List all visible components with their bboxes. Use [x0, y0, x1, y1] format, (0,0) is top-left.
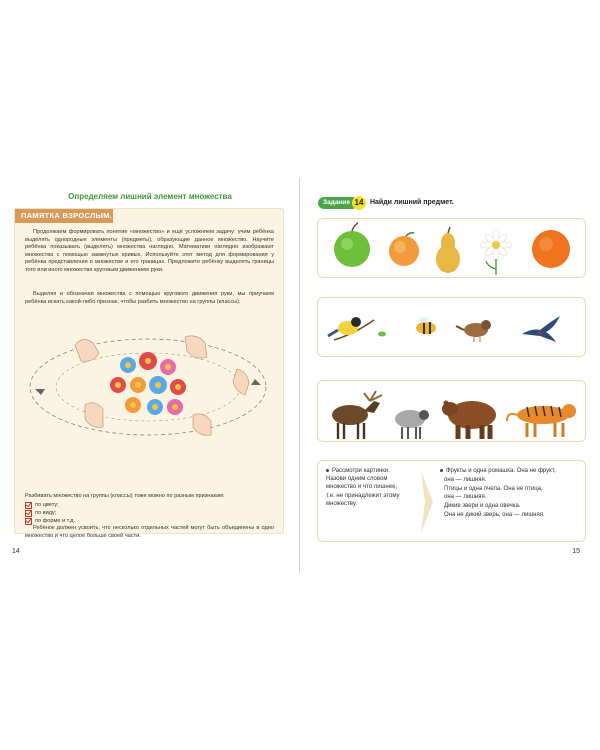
bullet-icon	[440, 469, 443, 472]
task-label: Задание	[318, 197, 354, 209]
memo-paragraph-3: Разбивать множество на группы (классы) тоже можно по разным признакам:	[25, 493, 225, 499]
flower-icon	[167, 399, 183, 415]
bullet-icon	[326, 469, 329, 472]
hands-flowers-illustration	[23, 327, 273, 447]
left-page	[0, 170, 300, 565]
apple-icon	[334, 223, 370, 267]
picture-row-birds	[317, 297, 586, 357]
picture-row-animals	[317, 380, 586, 442]
checkbox-icon	[25, 510, 32, 517]
flower-icon	[160, 359, 176, 375]
criteria-list	[25, 501, 75, 525]
daisy-icon	[480, 229, 512, 275]
apricot-icon	[389, 233, 419, 266]
right-page	[300, 170, 600, 565]
moose-icon	[332, 391, 382, 439]
sparrow-icon	[456, 320, 491, 342]
criteria-item: по цвету;	[25, 501, 75, 509]
flower-icon	[147, 399, 163, 415]
orange-icon	[532, 230, 570, 268]
checkbox-icon	[25, 502, 32, 509]
instruction-box	[317, 460, 586, 542]
pear-icon	[436, 227, 460, 273]
task-header	[318, 196, 454, 209]
tiger-icon	[507, 404, 576, 437]
answer-text: Фрукты и одна ромашка. Она не фрукт, она — лишняя. Птицы и одна пчела. Она не птица, она — лишняя. Дикие звери и одна овечка. Она не дикий зверь, она — лишняя.	[440, 467, 580, 520]
page-title: Определяем лишний элемент множества	[68, 192, 232, 201]
memo-paragraph-1: Продолжаем формировать понятие «множество» и ещё усложняем задачу: учим ребёнка выделять однородные элементы (предметы), образующие данное множество. Научите ребёнка показывать (выделять) множества наглядно. Математики наглядно изображают множества с помощью замкнутых кривых. Используйте этот метод для формирования у ребёнка представления о множестве и его границах. Предложите ребёнку выделять границы того или иного множества круговым движением руки.	[25, 229, 274, 273]
bee-icon	[416, 317, 436, 334]
arrow-icon	[35, 389, 45, 395]
flower-icon	[149, 376, 167, 394]
flower-icon	[125, 397, 141, 413]
page-number: 15	[572, 548, 580, 555]
instruction-text: Рассмотри картинки. Назови одним словом множество и что лишнее, т.е. не принадлежит этому множеству.	[326, 468, 400, 507]
bear-icon	[442, 401, 496, 440]
chevron-right-icon	[419, 469, 435, 535]
flower-icon	[130, 377, 146, 393]
swallow-icon	[522, 316, 560, 342]
flower-icon	[110, 377, 126, 393]
memo-badge: ПАМЯТКА ВЗРОСЛЫМ.	[15, 209, 113, 223]
memo-paragraph-4: Ребёнок должен усвоить, что несколько отдельных частей могут быть объединены в одно множество и что целое больше своей части.	[25, 525, 274, 539]
criteria-item: по форме и т.д.	[25, 517, 75, 525]
flower-icon	[120, 357, 136, 373]
memo-box	[14, 208, 284, 539]
task-text: Найди лишний предмет.	[369, 199, 454, 206]
flower-bouquet	[110, 352, 186, 415]
task-number: 14	[352, 196, 366, 210]
sheep-icon	[395, 410, 429, 439]
checkbox-icon	[25, 518, 32, 525]
arrow-icon	[251, 379, 261, 385]
flower-icon	[139, 352, 157, 370]
picture-row-fruits	[317, 218, 586, 278]
tit-bird-icon	[328, 317, 386, 340]
flower-icon	[170, 379, 186, 395]
criteria-item: по виду;	[25, 509, 75, 517]
memo-paragraph-2: Выделяя и обозначая множества с помощью кругового движения руки, мы приучаем ребёнка искать какой-либо признак, чтобы разбить множество на группы (классы).	[25, 291, 274, 305]
page-number: 14	[12, 548, 20, 555]
